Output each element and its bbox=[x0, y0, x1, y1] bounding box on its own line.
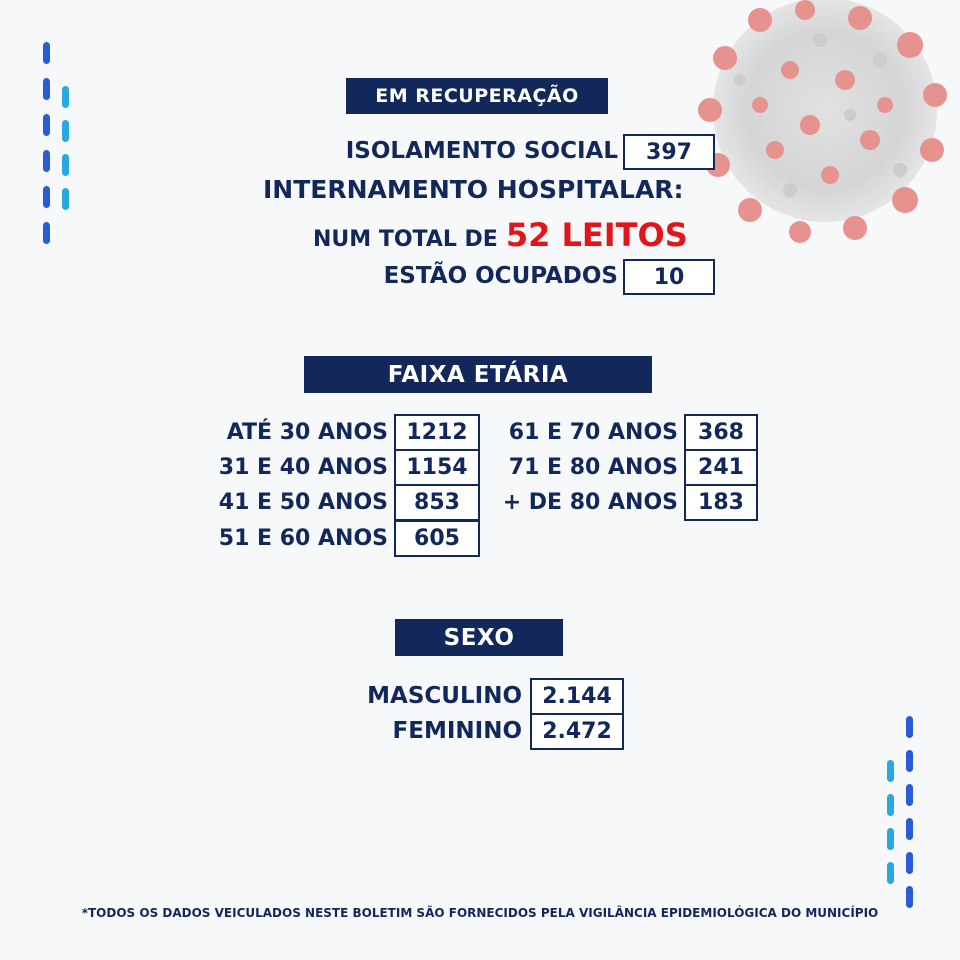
age-value-51-60: 605 bbox=[394, 520, 480, 557]
feminino-label: FEMININO bbox=[392, 718, 522, 744]
age-value-ate-30: 1212 bbox=[394, 414, 480, 451]
left-dash-line-lightblue bbox=[62, 86, 69, 210]
isolamento-label: ISOLAMENTO SOCIAL bbox=[345, 138, 618, 164]
recuperacao-header: EM RECUPERAÇÃO bbox=[346, 78, 608, 114]
faixa-etaria-header: FAIXA ETÁRIA bbox=[304, 356, 652, 393]
total-leitos-line bbox=[313, 216, 688, 256]
isolamento-value: 397 bbox=[623, 134, 715, 170]
age-value-41-50: 853 bbox=[394, 484, 480, 521]
coronavirus-illustration bbox=[670, 0, 960, 260]
total-leitos-prefix: NUM TOTAL DE bbox=[313, 227, 498, 252]
internamento-label: INTERNAMENTO HOSPITALAR: bbox=[263, 175, 684, 204]
masculino-label: MASCULINO bbox=[367, 683, 522, 709]
feminino-value: 2.472 bbox=[530, 713, 624, 750]
age-value-31-40: 1154 bbox=[394, 449, 480, 486]
ocupados-value: 10 bbox=[623, 259, 715, 295]
age-label-41-50: 41 E 50 ANOS bbox=[218, 490, 388, 515]
age-value-71-80: 241 bbox=[684, 449, 758, 486]
sexo-header: SEXO bbox=[395, 619, 563, 656]
right-dash-line-blue bbox=[906, 716, 913, 908]
total-leitos-value: 52 LEITOS bbox=[505, 216, 688, 254]
footer-disclaimer: *TODOS OS DADOS VEICULADOS NESTE BOLETIM SÃO FORNECIDOS PELA VIGILÂNCIA EPIDEMIOLÓGICA DO MUNICÍPIO bbox=[81, 906, 879, 920]
age-label-31-40: 31 E 40 ANOS bbox=[218, 455, 388, 480]
age-label-51-60: 51 E 60 ANOS bbox=[218, 526, 388, 551]
age-label-71-80: 71 E 80 ANOS bbox=[508, 455, 678, 480]
age-value-mais-80: 183 bbox=[684, 484, 758, 521]
masculino-value: 2.144 bbox=[530, 678, 624, 715]
age-value-61-70: 368 bbox=[684, 414, 758, 451]
age-label-ate-30: ATÉ 30 ANOS bbox=[226, 420, 388, 445]
right-dash-line-lightblue bbox=[887, 760, 894, 884]
ocupados-label: ESTÃO OCUPADOS bbox=[383, 263, 618, 289]
age-label-61-70: 61 E 70 ANOS bbox=[508, 420, 678, 445]
left-dash-line-blue bbox=[43, 42, 50, 244]
age-label-mais-80: + DE 80 ANOS bbox=[502, 490, 678, 515]
